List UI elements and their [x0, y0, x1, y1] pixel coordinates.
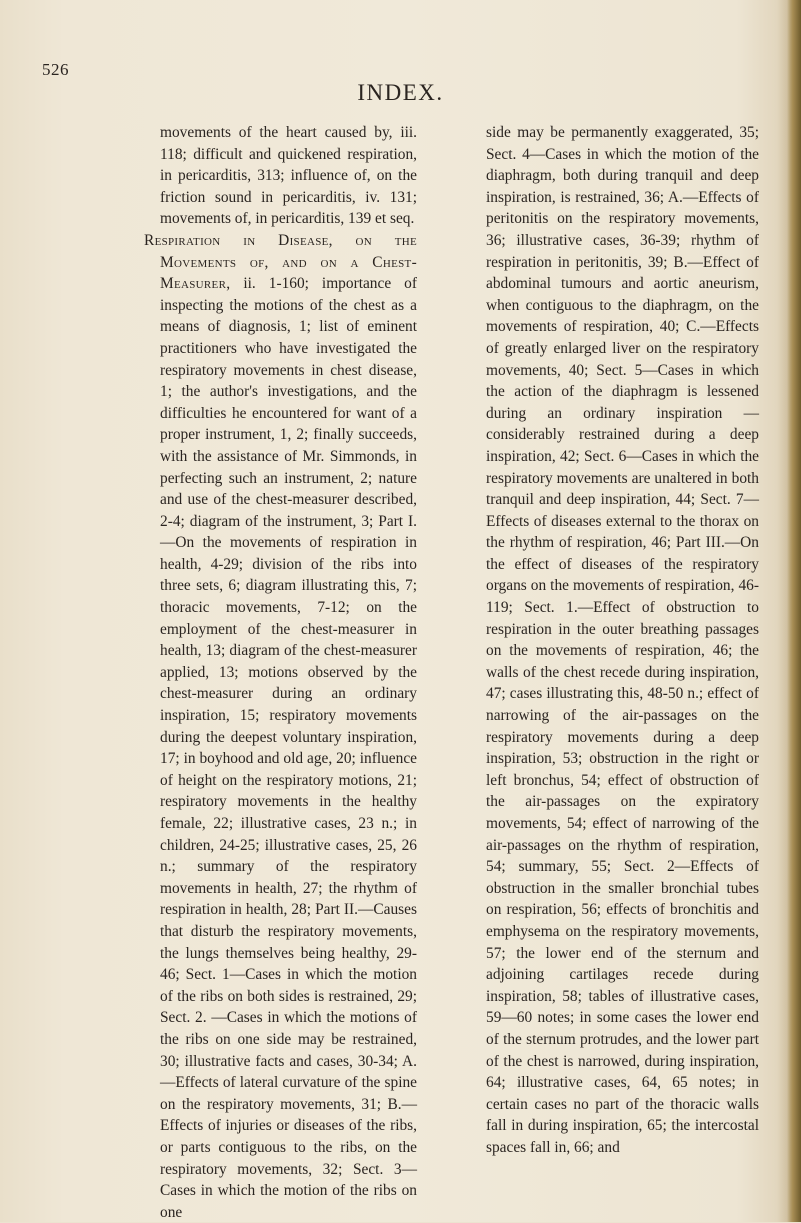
entry-heading: Respiration in Disease, on the Movements of, and on a Chest-Measurer,	[144, 231, 417, 293]
entry-body: ii. 1-160; importance of inspecting the motions of the chest as a means of diagnosis, 1; list of eminent practitioners who have investigated the respiratory movements in chest disease, 1; the author's investigations, and the difficulties he encountered for want of a proper instrument, 1, 2; finally succeeds, with the assistance of Mr. Simmonds, in perfecting such an instrument, 2; nature and use of the chest-measurer described, 2-4; diagram of the instrument, 3; Part I.—On the movements of respiration in health, 4-29; division of the ribs into three sets, 6; diagram illustrating this, 7; thoracic movements, 7-12; on the employment of the chest-measurer in health, 13; diagram of the chest-measurer applied, 13; motions observed by the chest-measurer during an ordinary inspiration, 15; respiratory movements during the deepest voluntary inspiration, 17; in boyhood and old age, 20; influence of height on the respiratory motions, 21; respiratory movements in the healthy female, 22; illustrative cases, 23 n.; in children, 24-25; illustrative cases, 25, 26 n.; summary of the respiratory movements in health, 27; the rhythm of respiration in health, 28; Part II.—Causes that disturb the respiratory movements, the lungs themselves being healthy, 29-46; Sect. 1—Cases in which the motion of the ribs on both sides is restrained, 29; Sect. 2. —Cases in which the motions of the ribs on one side may be restrained, 30; illustrative facts and cases, 30-34; A.—Effects of lateral curvature of the spine on the respiratory movements, 31; B.—Effects of injuries or diseases of the ribs, or parts contiguous to the ribs, on the respiratory movements, 32; Sect. 3—Cases in which the motion of the ribs on one	[160, 275, 417, 1221]
page-number: 526	[42, 60, 69, 79]
page-edge-shadow	[787, 0, 801, 1222]
index-entry-continuation: movements of the heart caused by, iii. 118; difficult and quickened respiration, in pericarditis, 313; influence of, on the friction sound in pericarditis, iv. 131; movements of, in pericarditis, 139 et seq.	[160, 124, 417, 228]
running-head: INDEX.	[357, 80, 444, 105]
index-column-left	[144, 122, 417, 1223]
index-entry-respiration-in-disease	[144, 230, 417, 1223]
index-entry-continued: side may be permanently exaggerated, 35; Sect. 4—Cases in which the motion of the diaphragm, both during tranquil and deep inspiration, is restrained, 36; A.—Effects of peritonitis on the respiratory movements, 36; illustrative cases, 36-39; rhythm of respiration in peritonitis, 39; B.—Effect of abdominal tumours and aortic aneurism, when contiguous to the diaphragm, on the movements of respiration, 40; C.—Effects of greatly enlarged liver on the respiratory movements, 40; Sect. 5—Cases in which the action of the diaphragm is lessened during an ordinary inspiration — considerably restrained during a deep inspiration, 42; Sect. 6—Cases in which the respiratory movements are unaltered in both tranquil and deep inspiration, 44; Sect. 7—Effects of diseases external to the thorax on the rhythm of respiration, 46; Part III.—On the effect of diseases of the respiratory organs on the movements of respiration, 46-119; Sect. 1.—Effect of obstruction to respiration in the outer breathing passages on the movements of respiration, 46; the walls of the chest recede during inspiration, 47; cases illustrating this, 48-50 n.; effect of narrowing of the air-passages on the respiratory movements during a deep inspiration, 53; obstruction in the right or left bronchus, 54; effect of obstruction of the air-passages on the expiratory movements, 54; effect of narrowing of the air-passages on the rhythm of respiration, 54; summary, 55; Sect. 2—Effects of obstruction in the smaller bronchial tubes on respiration, 56; effects of bronchitis and emphysema on the respiratory movements, 57; the lower end of the sternum and adjoining cartilages recede during inspiration, 58; tables of illustrative cases, 59—60 notes; in some cases the lower end of the sternum protrudes, and the lower part of the chest is narrowed, during inspiration, 64; illustrative cases, 64, 65 notes; in certain cases no part of the thoracic walls fall in during inspiration, 65; the intercostal spaces fall in, 66; and	[486, 124, 759, 1156]
index-column-right	[486, 122, 759, 1159]
